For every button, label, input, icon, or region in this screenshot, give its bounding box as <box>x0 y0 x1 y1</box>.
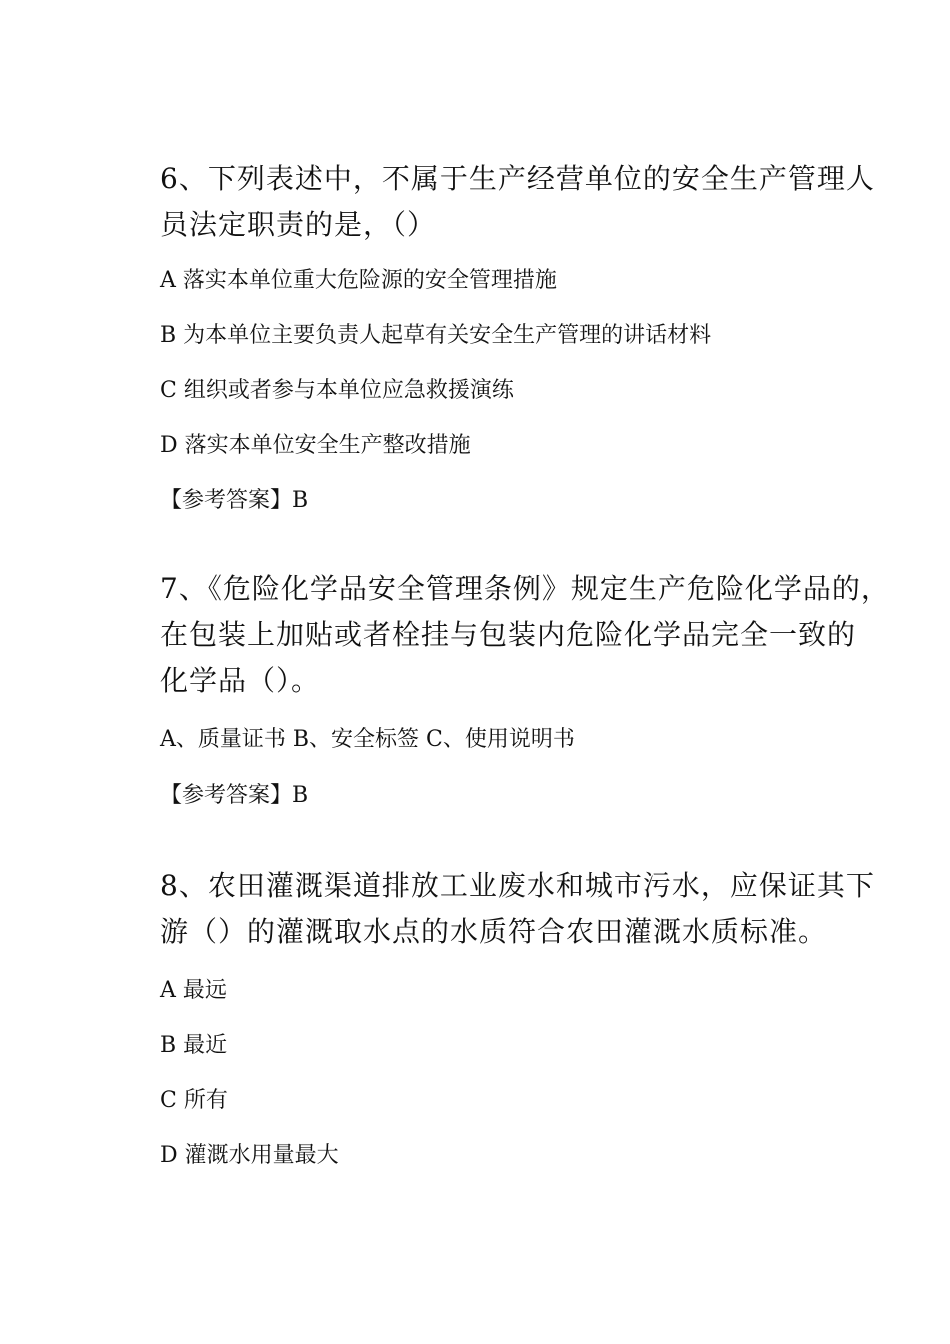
question-8-option-a: A 最远 <box>160 978 227 1003</box>
question-7-stem-line-1: 7、《危险化学品安全管理条例》规定生产危险化学品的， <box>160 572 890 605</box>
question-6-stem <box>160 156 875 248</box>
question-6-option-b: B 为本单位主要负责人起草有关安全生产管理的讲话材料 <box>160 323 712 348</box>
question-6-answer: 【参考答案】B <box>160 488 309 513</box>
question-6-option-d: D 落实本单位安全生产整改措施 <box>160 433 471 458</box>
question-7-stem <box>160 566 890 704</box>
question-8-option-c: C 所有 <box>160 1088 228 1113</box>
question-6-stem-line-1: 6、下列表述中，不属于生产经营单位的安全生产管理人 <box>160 162 875 195</box>
question-6-stem-line-2: 员法定职责的是，（） <box>160 208 437 241</box>
question-6-option-c: C 组织或者参与本单位应急救援演练 <box>160 378 514 403</box>
question-8-option-d: D 灌溉水用量最大 <box>160 1143 339 1168</box>
question-8-option-b: B 最近 <box>160 1033 228 1058</box>
question-6-option-a: A 落实本单位重大危险源的安全管理措施 <box>160 268 557 293</box>
question-8-stem-line-1: 8、农田灌溉渠道排放工业废水和城市污水，应保证其下 <box>160 869 875 902</box>
question-7-answer: 【参考答案】B <box>160 783 309 808</box>
question-7-options: A、质量证书 B、安全标签 C、使用说明书 <box>160 727 575 752</box>
question-8-stem-line-2: 游（）的灌溉取水点的水质符合农田灌溉水质标准。 <box>160 915 828 948</box>
question-7-stem-line-2: 在包装上加贴或者栓挂与包装内危险化学品完全一致的 <box>160 618 857 651</box>
question-7-stem-line-3: 化学品（）。 <box>160 664 321 697</box>
question-8-stem <box>160 863 875 955</box>
